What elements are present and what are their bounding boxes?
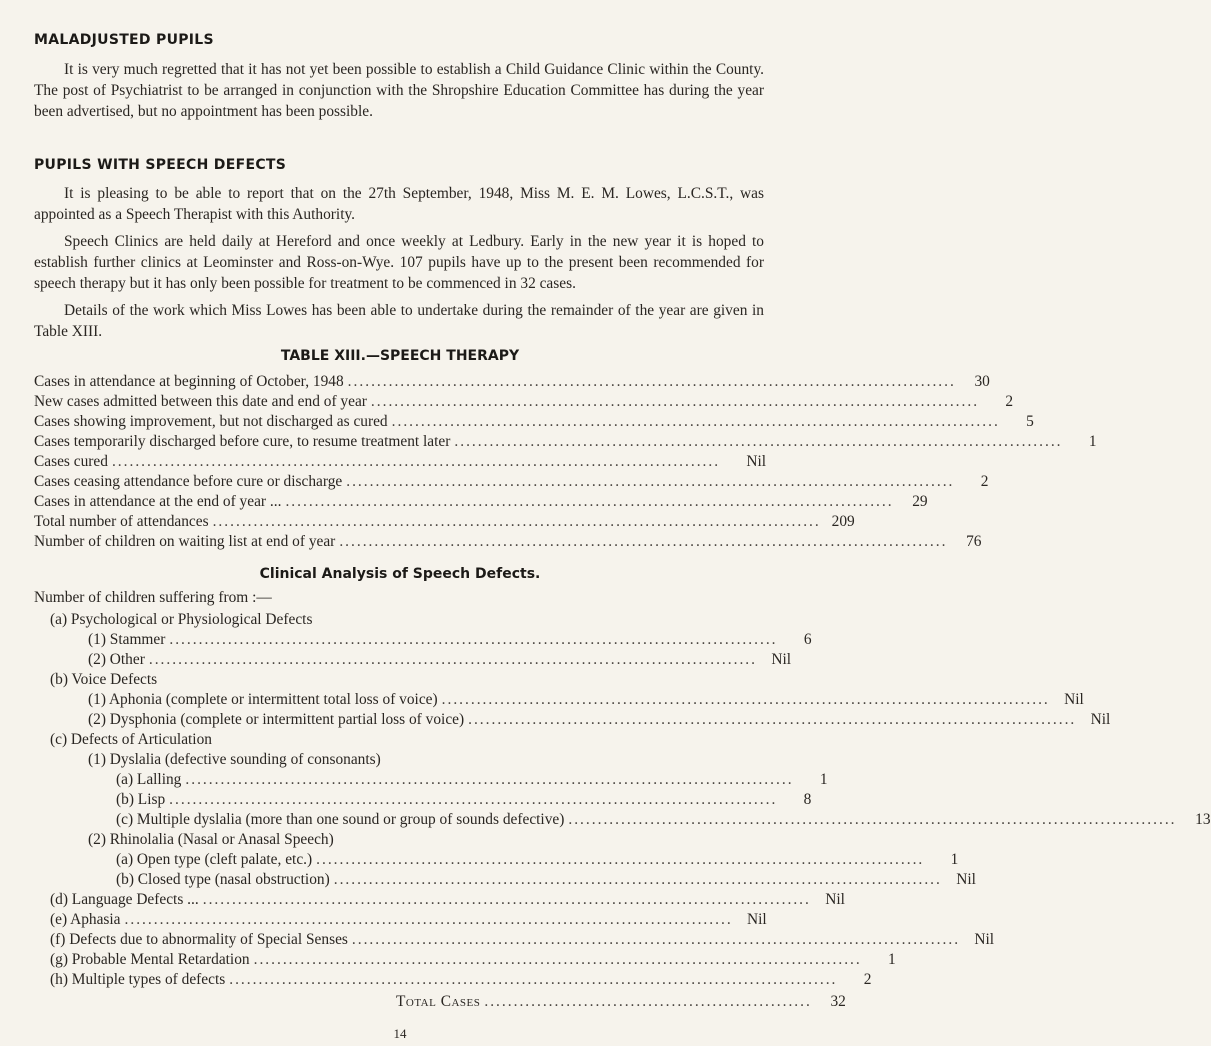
table-row: Cases in attendance at the end of year ... ........................................................................................................ 29 [34,493,928,510]
category-heading: (b) Voice Defects [50,671,158,688]
speech-paragraph-2: Speech Clinics are held daily at Hereford and once weekly at Ledbury. Early in the new year it is hoped to establish further clinics at Leominster and Ross-on-Wye. 107 pupils have up to the present been recommended for speech therapy but it has only been possible for treatment to be commenced in 32 cases. [34,233,764,292]
list-item: (2) Dysphonia (complete or intermittent partial loss of voice) ........................................................................................................ Nil [88,711,1111,728]
table-row: Cases in attendance at beginning of October, 1948 ........................................................................................................ 30 [34,373,990,390]
table-row: New cases admitted between this date and end of year ........................................................................................................ 2 [34,393,1014,410]
table-row: Cases showing improvement, but not discharged as cured ........................................................................................................ 5 [34,413,1034,430]
list-item: (e) Aphasia ........................................................................................................ Nil [50,911,767,928]
clinical-title: Clinical Analysis of Speech Defects. [259,566,541,582]
table-row: Cases cured ........................................................................................................ Nil [34,453,766,470]
list-item: (h) Multiple types of defects ........................................................................................................ 2 [50,971,872,988]
speech-paragraph-1: It is pleasing to be able to report that on the 27th September, 1948, Miss M. E. M. Lowes, L.C.S.T., was appointed as a Speech Therapist with this Authority. [34,185,764,223]
table-row: Cases ceasing attendance before cure or discharge ........................................................................................................ 2 [34,473,989,490]
list-item: (1) Aphonia (complete or intermittent total loss of voice) ........................................................................................................ Nil [88,691,1084,708]
list-item: (a) Open type (cleft palate, etc.) ........................................................................................................ 1 [116,851,959,868]
list-item: (f) Defects due to abnormality of Special Senses ........................................................................................................ Nil [50,931,995,948]
list-item: (2) Other ........................................................................................................ Nil [88,651,791,668]
subcategory-heading: (2) Rhinolalia (Nasal or Anasal Speech) [88,831,334,848]
list-item: (1) Stammer ........................................................................................................ 6 [88,631,812,648]
subcategory-heading: (1) Dyslalia (defective sounding of consonants) [88,751,381,768]
page-number: 14 [393,1026,407,1041]
total-row: Total Cases ........................................................ 32 [396,993,846,1010]
list-item: (c) Multiple dyslalia (more than one sound or group of sounds defective) ........................................................................................................ 13 [116,811,1211,828]
table-title: TABLE XIII.—SPEECH THERAPY [280,348,520,364]
speech-heading: PUPILS WITH SPEECH DEFECTS [34,157,287,173]
clinical-intro: Number of children suffering from :— [34,589,272,606]
table-row: Total number of attendances ........................................................................................................ 209 [34,513,855,530]
list-item: (b) Lisp ........................................................................................................ 8 [116,791,812,808]
speech-paragraph-3: Details of the work which Miss Lowes has been able to undertake during the remainder of the year are given in Table XIII. [34,302,764,340]
category-heading: (a) Psychological or Physiological Defects [50,611,313,628]
list-item: (d) Language Defects ... ........................................................................................................ Nil [50,891,845,908]
list-item: (a) Lalling ........................................................................................................ 1 [116,771,828,788]
table-row: Cases temporarily discharged before cure, to resume treatment later ........................................................................................................ 1 [34,433,1097,450]
table-row: Number of children on waiting list at end of year ........................................................................................................ 76 [34,533,982,550]
maladjusted-paragraph: It is very much regretted that it has not yet been possible to establish a Child Guidance Clinic within the County. The post of Psychiatrist to be arranged in conjunction with the Shropshire Education Committee has during the year been advertised, but no appointment has been possible. [34,61,764,120]
category-heading: (c) Defects of Articulation [50,731,212,748]
list-item: (g) Probable Mental Retardation ........................................................................................................ 1 [50,951,896,968]
maladjusted-heading: MALADJUSTED PUPILS [34,32,214,48]
list-item: (b) Closed type (nasal obstruction) ........................................................................................................ Nil [116,871,976,888]
